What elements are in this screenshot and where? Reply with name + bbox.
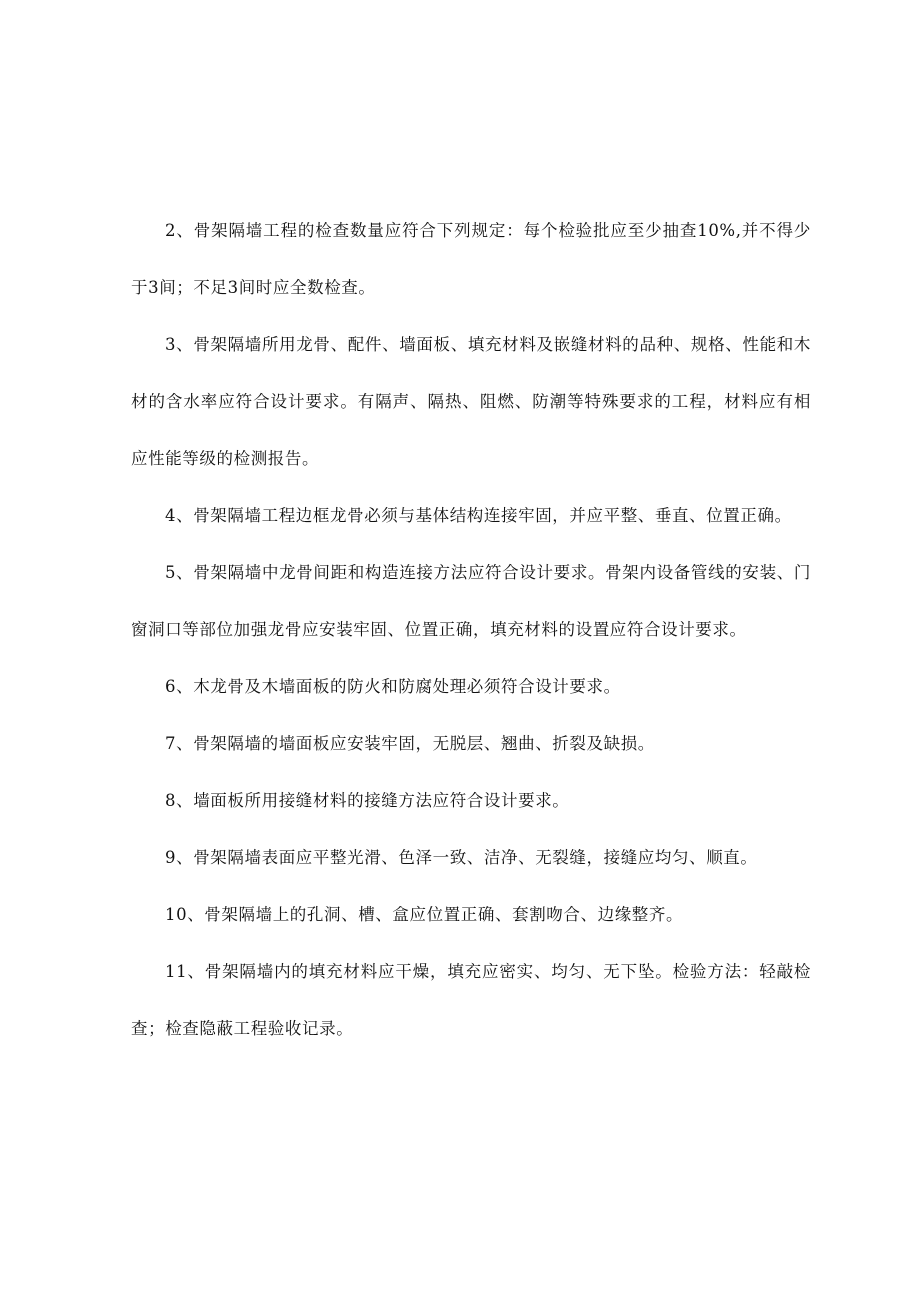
document-body	[131, 202, 811, 1057]
paragraph-item-11: 11、骨架隔墙内的填充材料应干燥，填充应密实、均匀、无下坠。检验方法：轻敲检查；检查隐蔽工程验收记录。	[131, 962, 811, 1038]
paragraph-item-5: 5、骨架隔墙中龙骨间距和构造连接方法应符合设计要求。骨架内设备管线的安装、门窗洞口等部位加强龙骨应安装牢固、位置正确，填充材料的设置应符合设计要求。	[131, 563, 811, 639]
paragraph-item-8: 8、墙面板所用接缝材料的接缝方法应符合设计要求。	[165, 791, 570, 810]
paragraph-item-2: 2、骨架隔墙工程的检查数量应符合下列规定：每个检验批应至少抽查10%,并不得少于3间；不足3间时应全数检查。	[131, 221, 811, 297]
paragraph-item-7: 7、骨架隔墙的墙面板应安装牢固，无脱层、翘曲、折裂及缺损。	[165, 734, 655, 753]
paragraph-item-6: 6、木龙骨及木墙面板的防火和防腐处理必须符合设计要求。	[165, 677, 621, 696]
paragraph-item-10: 10、骨架隔墙上的孔洞、槽、盒应位置正确、套割吻合、边缘整齐。	[165, 905, 684, 924]
paragraph-item-9: 9、骨架隔墙表面应平整光滑、色泽一致、洁净、无裂缝，接缝应均匀、顺直。	[165, 848, 758, 867]
paragraph-item-4: 4、骨架隔墙工程边框龙骨必须与基体结构连接牢固，并应平整、垂直、位置正确。	[165, 506, 792, 525]
paragraph-item-3: 3、骨架隔墙所用龙骨、配件、墙面板、填充材料及嵌缝材料的品种、规格、性能和木材的含水率应符合设计要求。有隔声、隔热、阻燃、防潮等特殊要求的工程，材料应有相应性能等级的检测报告。	[131, 335, 811, 468]
